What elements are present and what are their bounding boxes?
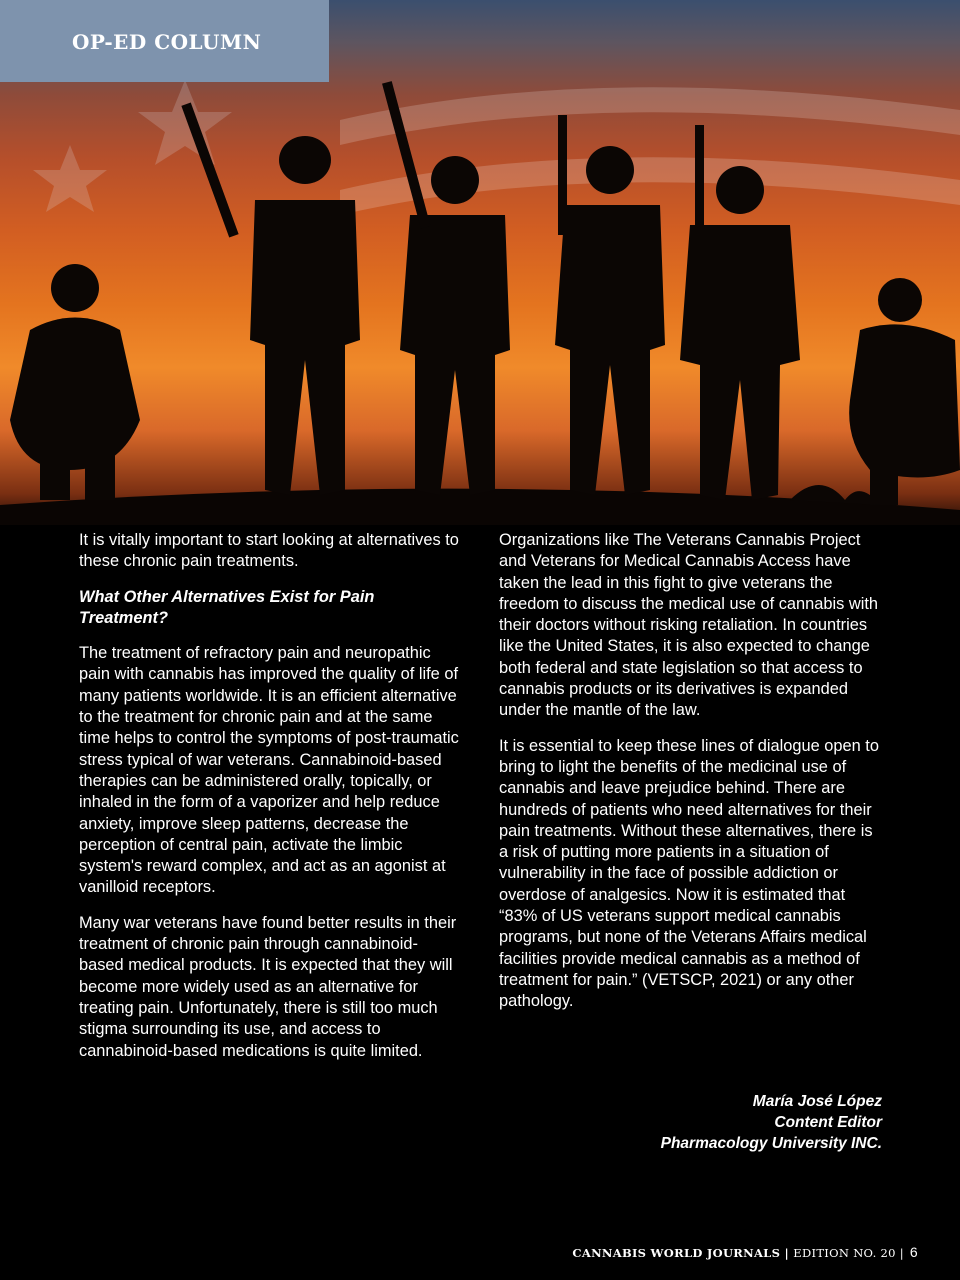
paragraph: It is essential to keep these lines of dialogue open to bring to light the benefits of the medicinal use of cannabis and leave prejudice behind. There are hundreds of patients who need alternatives for their pain treatments. Without these alternatives, there is a risk of putting more patients in a situation of vulnerability in the face of possible addiction or overdose of analgesics. Now it is estimated that “83% of US veterans support medical cannabis programs, but none of the Veterans Affairs medical facilities provide medical cannabis as a method of treatment for pain.” (VETSCP, 2021) or any other pathology. xyxy=(499,736,879,1011)
page-number: 6 xyxy=(909,1244,918,1260)
paragraph: Many war veterans have found better results in their treatment of chronic pain through cannabinoid-based medical products. It is expected that they will become more widely used as an alternative for treating pain. Unfortunately, there is still too much stigma surrounding its use, and access to cannabinoid-based medications is quite limited. xyxy=(79,913,457,1060)
right-column xyxy=(499,530,883,1027)
subheading: What Other Alternatives Exist for Pain Treatment? xyxy=(79,587,375,627)
edition-label: EDITION NO. 20 xyxy=(793,1246,896,1260)
author-signature xyxy=(661,1091,882,1154)
author-organization: Pharmacology University INC. xyxy=(660,1135,882,1152)
journal-name: CANNABIS WORLD JOURNALS xyxy=(572,1246,781,1260)
page-footer: CANNABIS WORLD JOURNALS | EDITION NO. 20 | 6 xyxy=(572,1244,918,1260)
paragraph: The treatment of refractory pain and neuropathic pain with cannabis has improved the quality of life of many patients worldwide. It is an efficient alternative to the treatment for chronic pain and at the same time helps to control the symptoms of post-traumatic stress typical of war veterans. Cannabinoid-based therapies can be administered orally, topically, or inhaled in the form of a vaporizer and help reduce anxiety, improve sleep patterns, decrease the perception of central pain, activate the limbic system's reward complex, and act as an agonist at vanilloid receptors. xyxy=(79,644,459,897)
hero-image xyxy=(0,0,960,525)
paragraph: Organizations like The Veterans Cannabis Project and Veterans for Medical Cannabis Access have taken the lead in this fight to give veterans the freedom to discuss the medical use of cannabis with their doctors without risking retaliation. In countries like the United States, it is also expected to change both federal and state legislation so that access to cannabis products or its derivatives is expanded under the mantle of the law. xyxy=(499,531,879,720)
section-label: OP-ED COLUMN xyxy=(72,30,262,54)
paragraph: It is vitally important to start looking at alternatives to these chronic pain treatments. xyxy=(79,531,459,571)
section-tag xyxy=(0,0,329,82)
author-name: María José López xyxy=(752,1093,882,1110)
author-title: Content Editor xyxy=(774,1114,882,1131)
left-column xyxy=(79,530,461,1076)
